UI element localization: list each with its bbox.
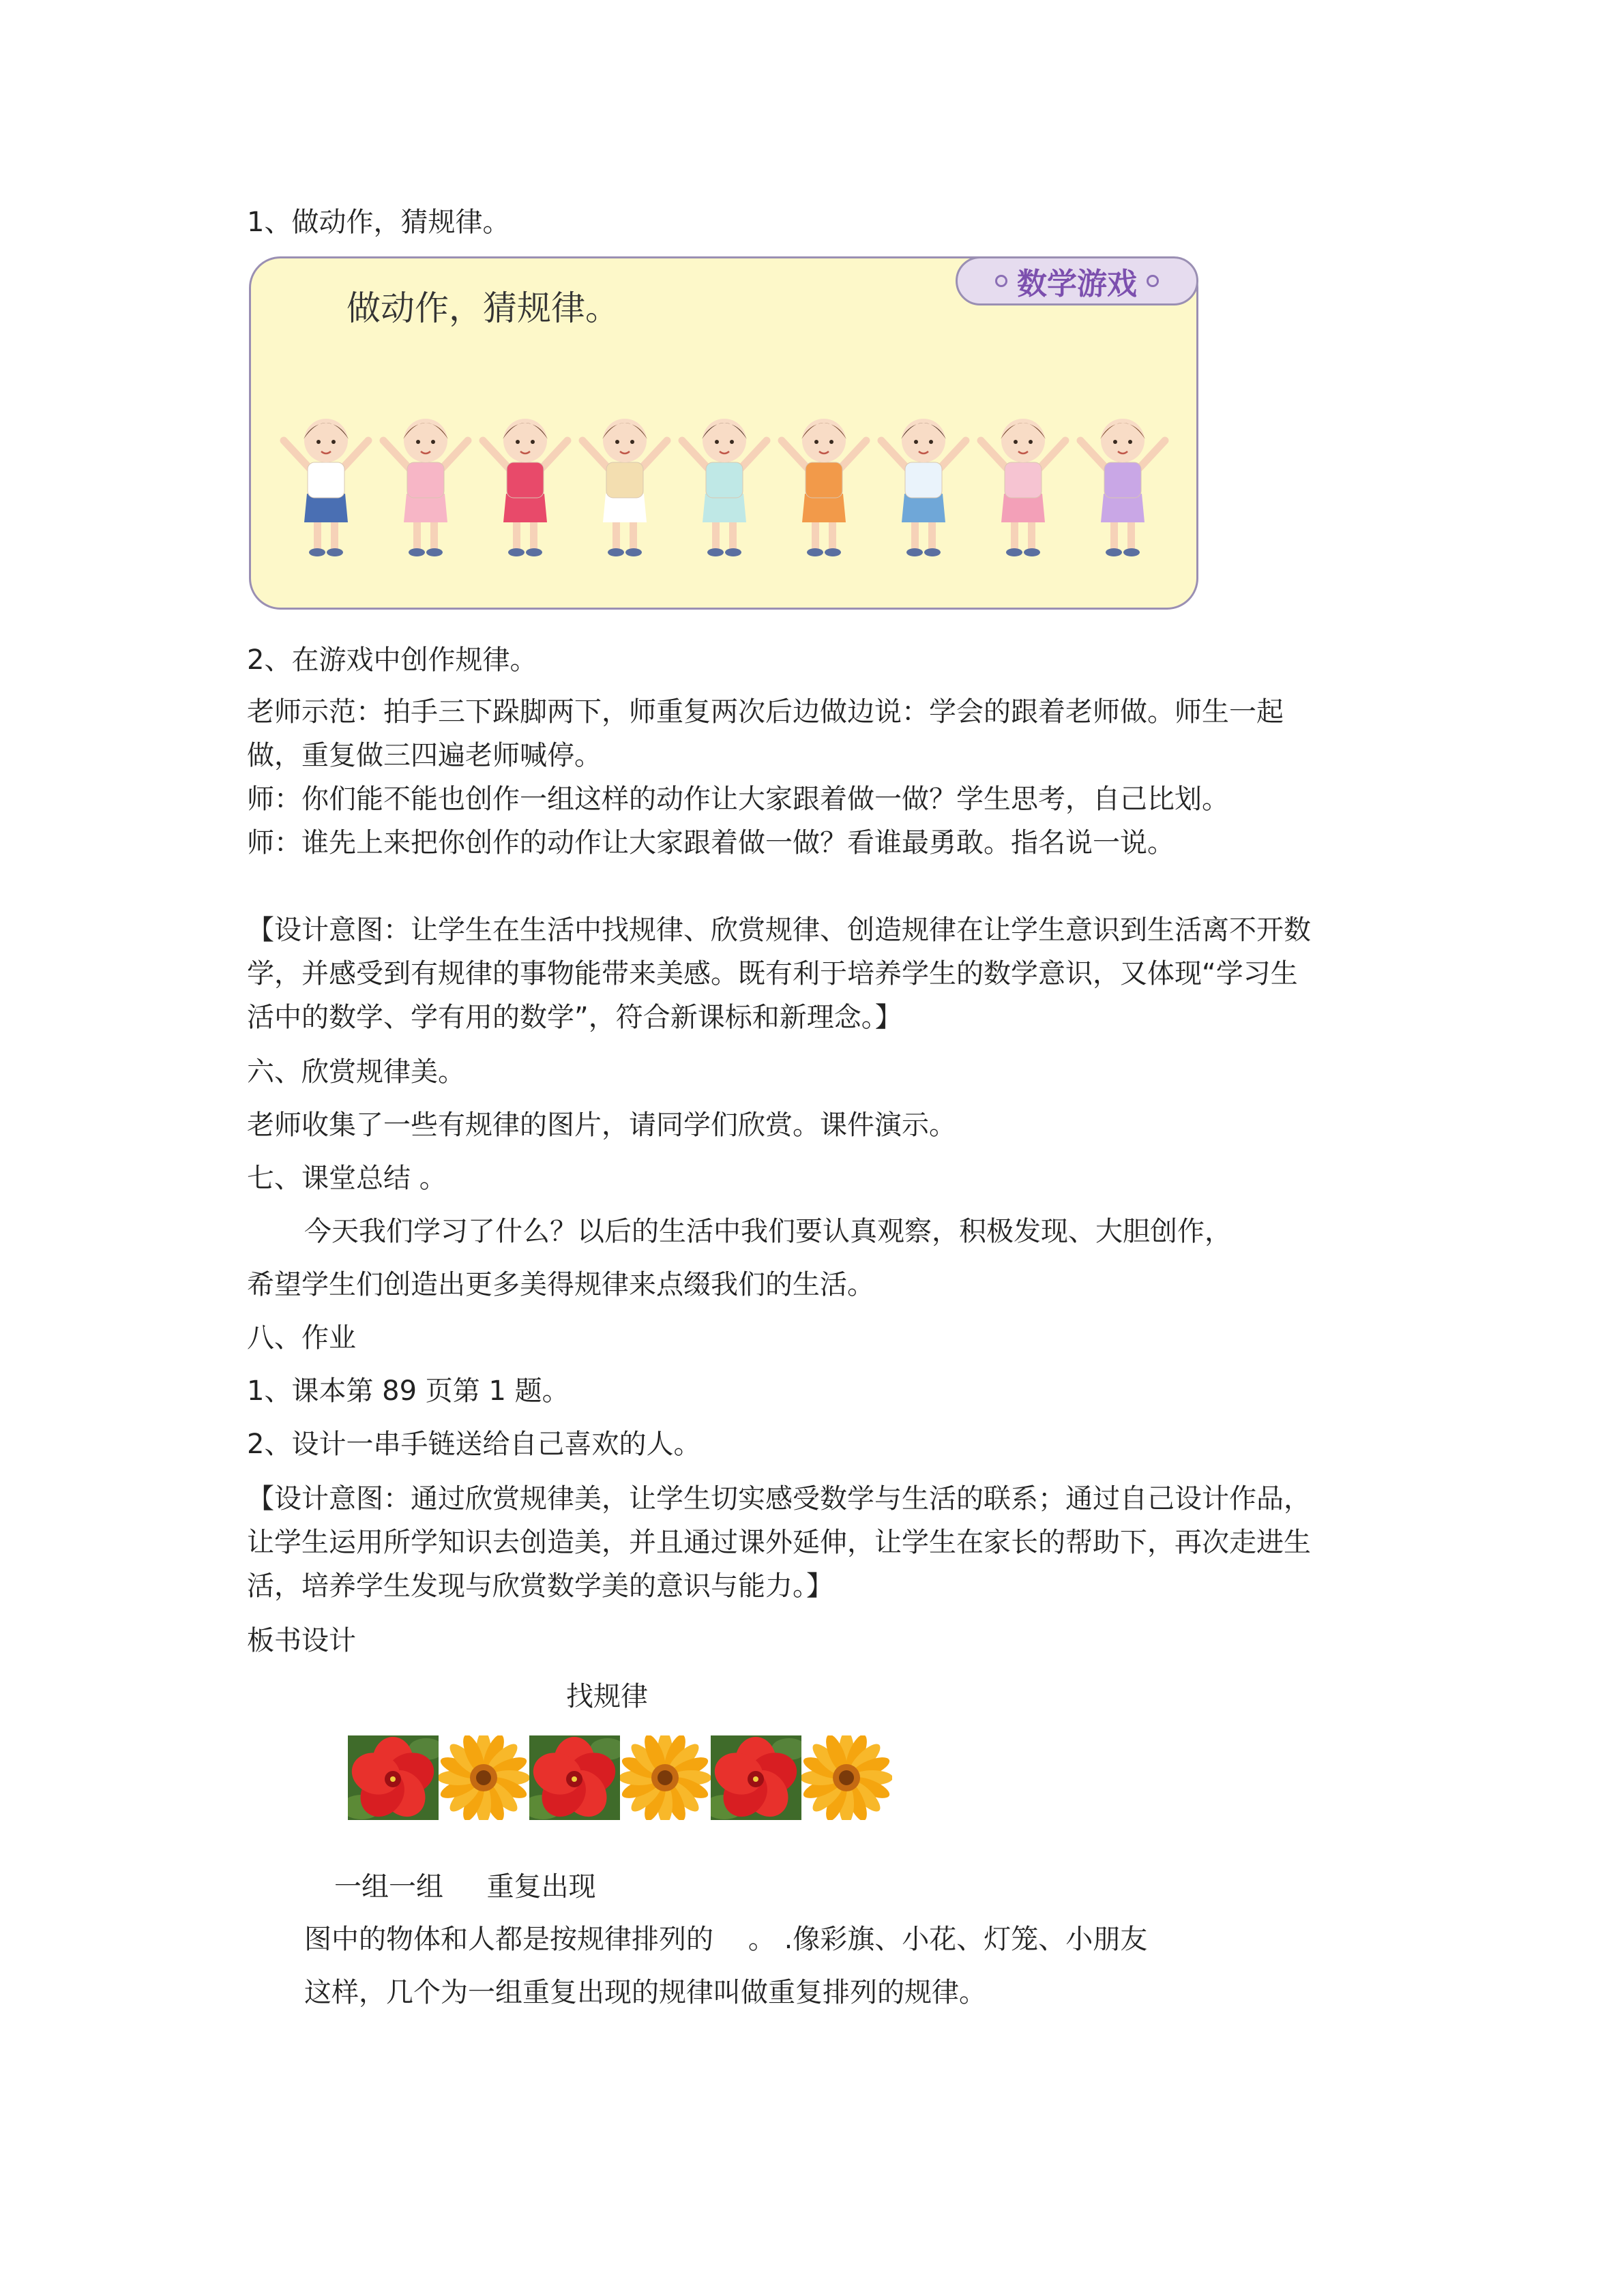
child-figure xyxy=(1080,419,1165,556)
section6-text: 老师收集了一些有规律的图片，请同学们欣赏。课件演示。 xyxy=(247,1109,956,1141)
badge-label: 数学游戏 xyxy=(1017,267,1137,301)
section7-line2: 希望学生们创造出更多美得规律来点缀我们的生活。 xyxy=(247,1269,874,1300)
yellow-flower-image xyxy=(801,1735,892,1820)
board-labels: 一组一组 重复出现 xyxy=(334,1871,596,1903)
child-figure xyxy=(782,419,866,556)
section8-heading: 八、作业 xyxy=(247,1322,356,1354)
red-flower-image xyxy=(348,1735,439,1820)
children-illustration xyxy=(278,398,1179,576)
circle-icon xyxy=(995,275,1007,287)
section2-line: 师：谁先上来把你创作的动作让大家跟着做一做？看谁最勇敢。指名说一说。 xyxy=(247,827,1175,859)
design-intent-1 xyxy=(247,908,1379,1039)
math-game-panel xyxy=(249,256,1198,610)
circle-icon xyxy=(1147,275,1159,287)
board-title: 找规律 xyxy=(566,1681,648,1712)
homework-item-1: 1、课本第 89 页第 1 题。 xyxy=(247,1375,570,1407)
section2-body xyxy=(247,690,1379,865)
board-heading: 板书设计 xyxy=(247,1625,356,1656)
design-line: 活，培养学生发现与欣赏数学美的意识与能力。】 xyxy=(247,1570,833,1602)
design-line: 让学生运用所学知识去创造美，并且通过课外延伸，让学生在家长的帮助下，再次走进生 xyxy=(247,1527,1311,1558)
child-figure xyxy=(981,419,1065,556)
red-flower-image xyxy=(529,1735,620,1820)
flower-pattern xyxy=(348,1735,892,1820)
section2-line: 做，重复做三四遍老师喊停。 xyxy=(247,740,602,771)
child-figure xyxy=(881,419,966,556)
design-line: 学，并感受到有规律的事物能带来美感。既有利于培养学生的数学意识，又体现“学习生 xyxy=(247,958,1298,989)
red-flower-image xyxy=(711,1735,801,1820)
child-figure xyxy=(483,419,567,556)
design-line: 活中的数学、学有用的数学”，符合新课标和新理念。】 xyxy=(247,1002,902,1033)
section2-heading: 2、在游戏中创作规律。 xyxy=(247,644,537,676)
child-figure xyxy=(383,419,468,556)
math-game-badge xyxy=(956,256,1198,305)
yellow-flower-image xyxy=(439,1735,529,1820)
yellow-flower-image xyxy=(620,1735,711,1820)
board-line2: 这样，几个为一组重复出现的规律叫做重复排列的规律。 xyxy=(304,1977,986,2008)
section6-heading: 六、欣赏规律美。 xyxy=(247,1056,465,1088)
design-line: 【设计意图：通过欣赏规律美，让学生切实感受数学与生活的联系；通过自己设计作品， xyxy=(247,1483,1311,1515)
panel-title: 做动作，猜规律。 xyxy=(346,288,619,328)
child-figure xyxy=(284,419,368,556)
child-figure xyxy=(682,419,767,556)
design-intent-2 xyxy=(247,1477,1379,1608)
section1-heading: 1、做动作，猜规律。 xyxy=(247,207,510,238)
section7-line1: 今天我们学习了什么？以后的生活中我们要认真观察，积极发现、大胆创作， xyxy=(304,1216,1232,1247)
section2-line: 老师示范：拍手三下跺脚两下，师重复两次后边做边说：学会的跟着老师做。师生一起 xyxy=(247,696,1284,728)
child-figure xyxy=(582,419,667,556)
design-line: 【设计意图：让学生在生活中找规律、欣赏规律、创造规律在让学生意识到生活离不开数 xyxy=(247,914,1311,946)
homework-item-2: 2、设计一串手链送给自己喜欢的人。 xyxy=(247,1429,701,1460)
section7-heading: 七、课堂总结 。 xyxy=(247,1163,447,1194)
board-line1: 图中的物体和人都是按规律排列的 。 .像彩旗、小花、灯笼、小朋友 xyxy=(304,1924,1148,1955)
section2-line: 师：你们能不能也创作一组这样的动作让大家跟着做一做？学生思考，自己比划。 xyxy=(247,784,1229,815)
